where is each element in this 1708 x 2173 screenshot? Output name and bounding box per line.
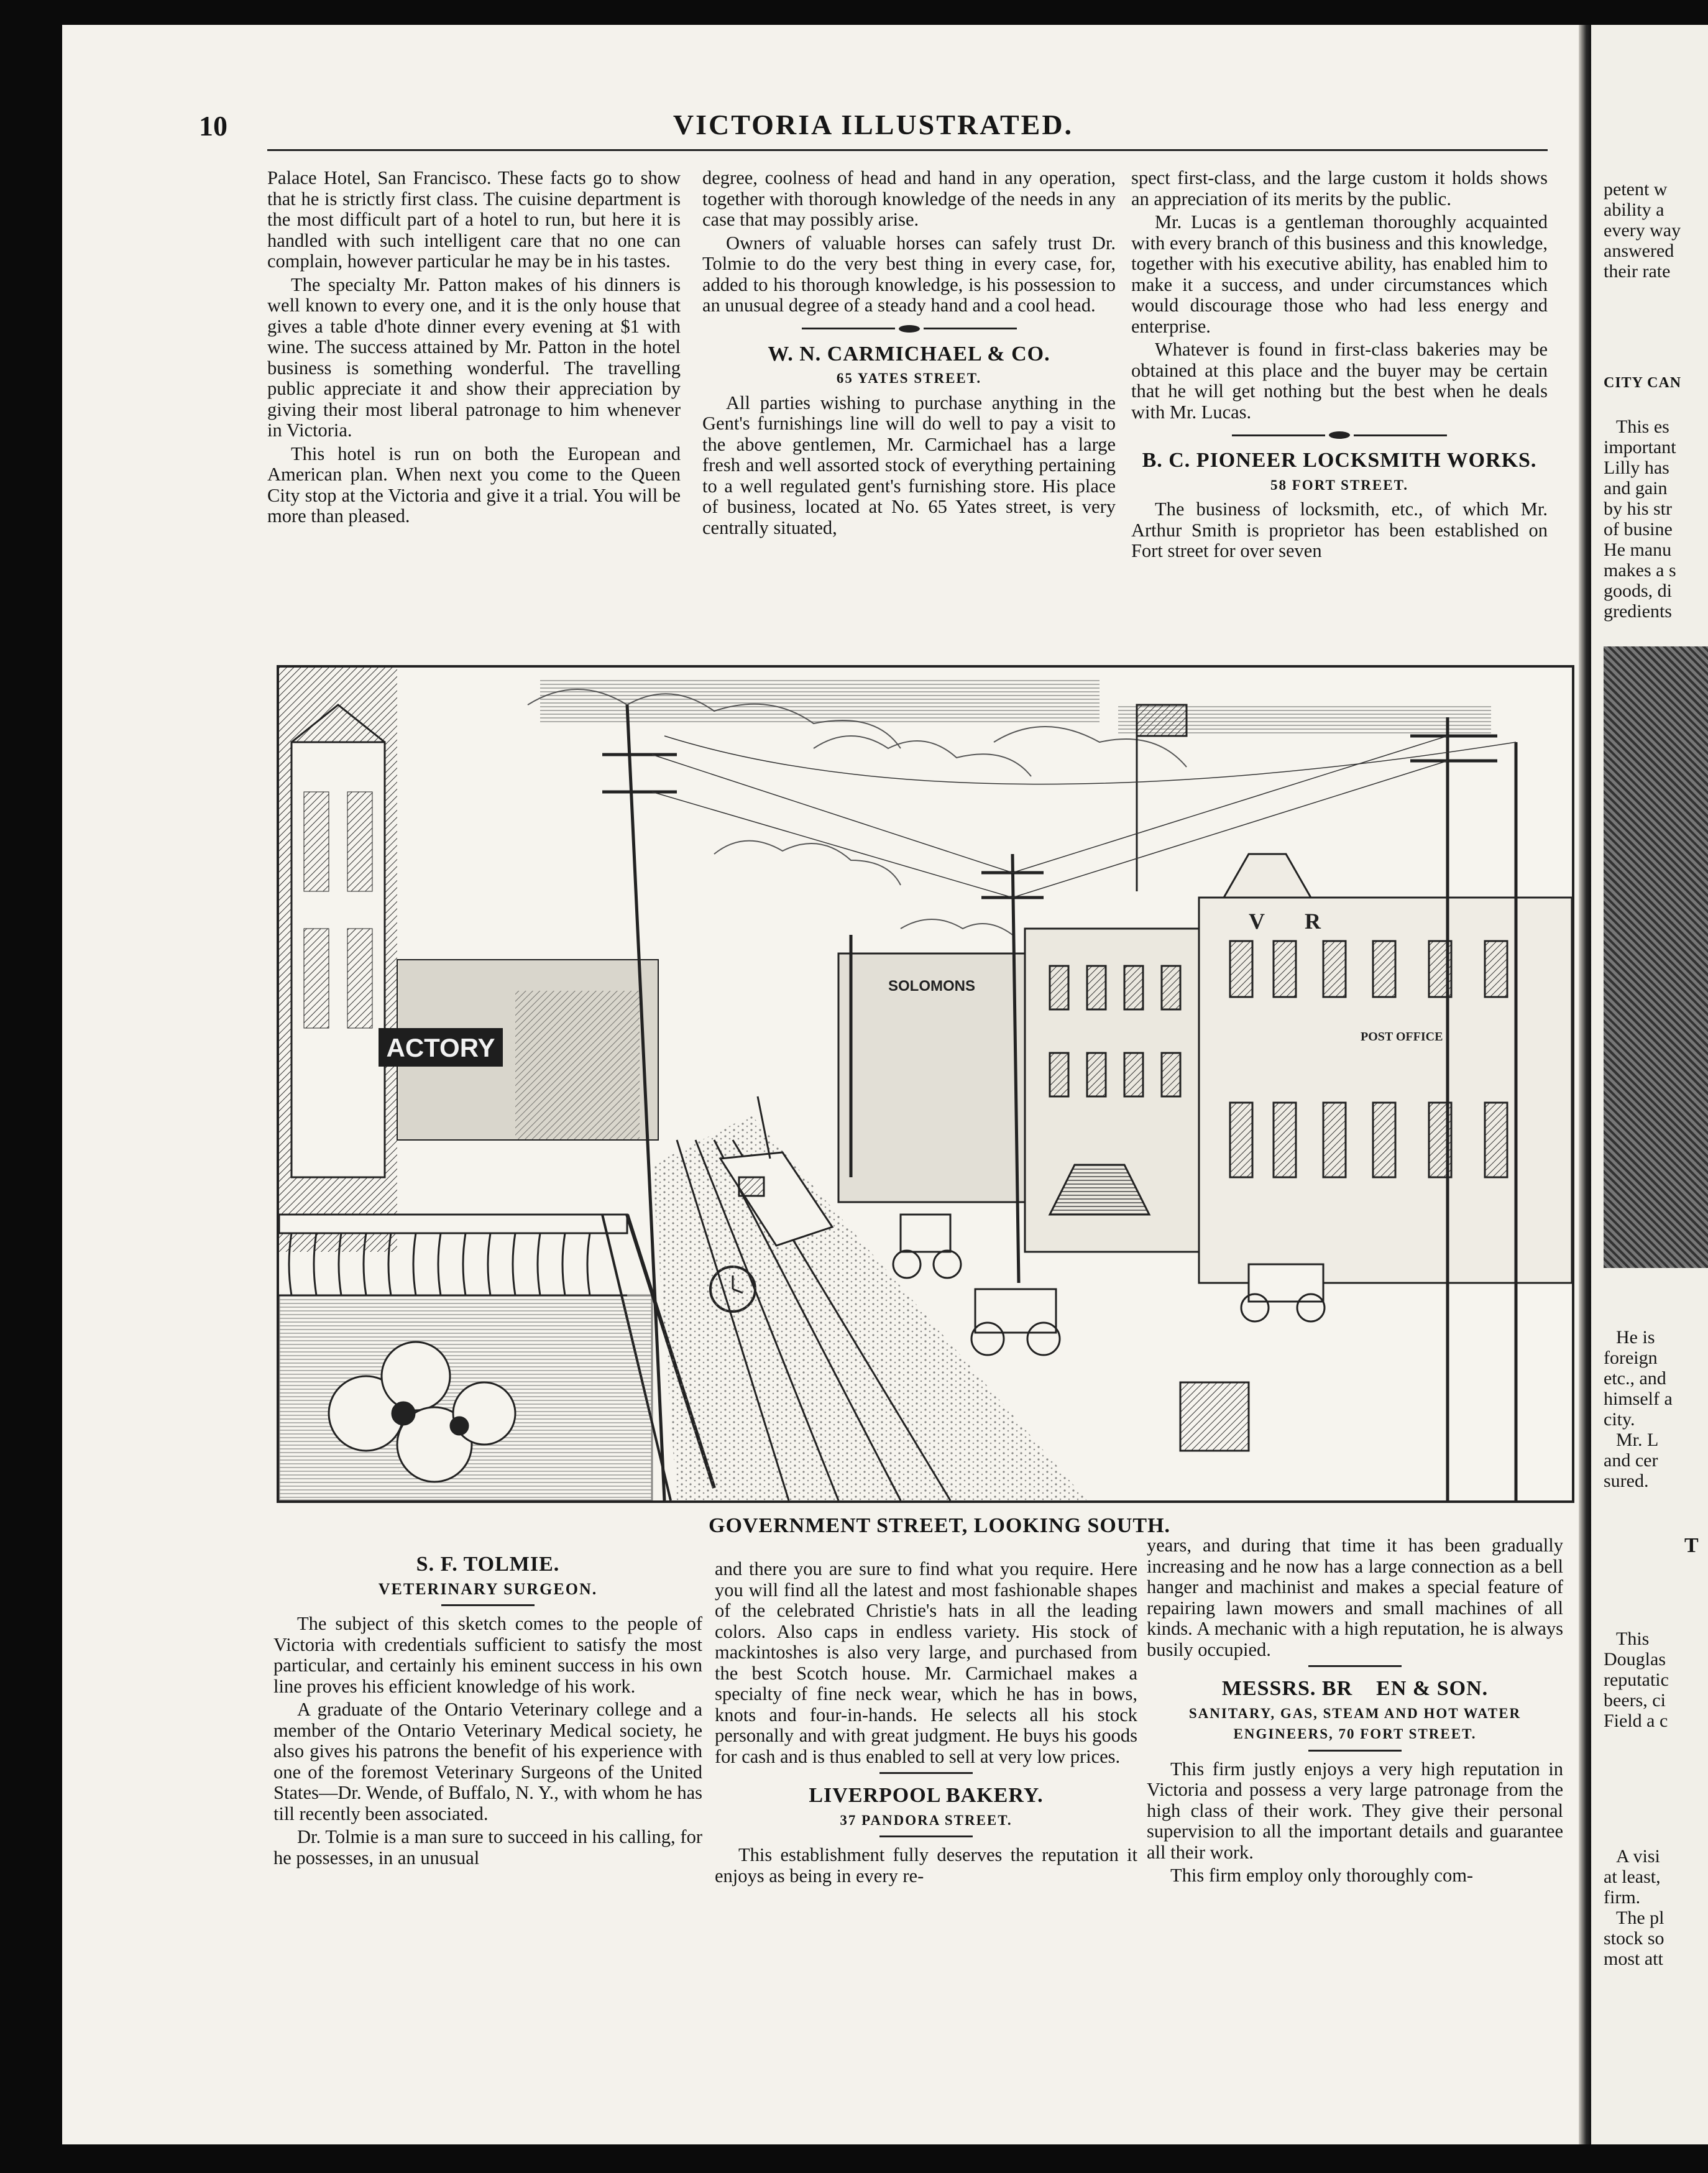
header-rule <box>267 149 1548 151</box>
fragment-line: Lilly has <box>1604 457 1669 478</box>
page-number: 10 <box>199 110 227 142</box>
left-building <box>279 668 397 1252</box>
paragraph: This firm justly enjoys a very high reputation in Victoria and possess a very large patronage from the high class of their work. They give their personal supervision to all the important details and guarantee all their work. <box>1147 1758 1563 1863</box>
paragraph: All parties wishing to purchase anything in the Gent's furnishings line will do well to pay a visit to the above gentlemen, Mr. Carmichael has a large fresh and well assorted stock of everything pertaining to a well regulated gent's furnishing store. His place of business, located at No. 65 Yates street, is very centrally situated, <box>702 392 1116 538</box>
section-subtitle: SANITARY, GAS, STEAM AND HOT WATER ENGINEERS, 70 FORT STREET. <box>1188 1705 1522 1742</box>
page-header <box>199 106 1548 149</box>
fragment-line: Douglas <box>1604 1649 1666 1670</box>
fragment-line: city. <box>1604 1409 1635 1430</box>
building-letter-v: V <box>1249 909 1265 934</box>
factory-building <box>379 960 658 1140</box>
bottom-column-3 <box>1147 1535 1563 1889</box>
paragraph: Palace Hotel, San Francisco. These facts go to show that he is strictly first class. The cuisine department is the most difficult part of a hotel to run, but here it is handled with such intelligent care that no one can complain, however particular he may be in his tastes. <box>267 167 681 272</box>
fragment-line: Field a c <box>1604 1711 1668 1731</box>
facing-page-illustration <box>1604 646 1708 1268</box>
book-gutter <box>1579 25 1591 2144</box>
post-office-sign: POST OFFICE <box>1361 1030 1443 1044</box>
fragment-line: and cer <box>1604 1450 1658 1471</box>
paragraph: years, and during that time it has been gradually increasing and he now has a large connection as a bell hanger and machinist and makes a special feature of repairing lawn mowers and small machines of all kinds. A mechanic with a high reputation, he is always busily occupied. <box>1147 1535 1563 1660</box>
paragraph: The business of locksmith, etc., of which Mr. Arthur Smith is proprietor has been established on Fort street for over seven <box>1131 498 1548 561</box>
fragment-line: The pl <box>1616 1908 1664 1928</box>
fragment-line: important <box>1604 437 1676 457</box>
street-illustration <box>277 665 1574 1503</box>
fragment-line: He manu <box>1604 540 1672 560</box>
short-rule <box>1308 1750 1402 1752</box>
solomons-sign: SOLOMONS <box>888 978 976 995</box>
fragment-line: This <box>1616 1629 1650 1649</box>
fragment-line: petent w <box>1604 179 1668 200</box>
fragment-line: makes a s <box>1604 560 1676 581</box>
fragment-line: reputatic <box>1604 1670 1669 1690</box>
section-subtitle: 58 FORT STREET. <box>1270 477 1408 493</box>
paragraph: Owners of valuable horses can safely trust Dr. Tolmie to do the very best thing in every case, for, added to his thorough knowledge, is his possession to an unusual degree of a steady hand and a cool head. <box>702 232 1116 316</box>
facing-page-fragment <box>1591 25 1708 2144</box>
fragment-line: himself a <box>1604 1389 1673 1409</box>
fragment-heading: T <box>1684 1534 1699 1557</box>
paragraph: Dr. Tolmie is a man sure to succeed in his calling, for he possesses, in an unusual <box>273 1826 702 1868</box>
section-ornament <box>702 325 1116 333</box>
fragment-line: every way <box>1604 220 1681 241</box>
fragment-line: goods, di <box>1604 581 1673 601</box>
paragraph: This firm employ only thoroughly com- <box>1170 1865 1474 1886</box>
short-rule <box>441 1604 535 1606</box>
paragraph: degree, coolness of head and hand in any operation, together with thorough knowledge of the needs in any case that may possibly arise. <box>702 167 1116 230</box>
fragment-line: of busine <box>1604 519 1673 540</box>
section-title: W. N. CARMICHAEL & CO. <box>768 342 1050 365</box>
section-title: MESSRS. BR EN & SON. <box>1221 1677 1489 1700</box>
section-subtitle: 65 YATES STREET. <box>836 370 982 386</box>
paragraph: and there you are sure to find what you require. Here you will find all the latest and most fashionable shapes of the celebrated Christie's hats in all the leading colors. Also caps in endless variety. His stock of mackintoshes is also very large, and purchased from the best Scotch house. Mr. Carmichael makes a specialty of fine neck wear, which he has in bows, knots and four-in-hands. He selects all his stock personally and with great judgment. He buys his goods for cash and is thus enabled to sell at very low prices. <box>715 1558 1137 1767</box>
short-rule <box>879 1772 973 1774</box>
paragraph: A graduate of the Ontario Veterinary college and a member of the Ontario Veterinary Medical society, he also gives his patrons the benefit of his experience with one of the foremost Veterinary Surgeons of the United States—Dr. Wende, of Buffalo, N. Y., with whom he has till recently been associated. <box>273 1699 702 1824</box>
paragraph: This hotel is run on both the European and American plan. When next you come to the Queen City stop at the Victoria and give it a trial. You will be more than pleased. <box>267 443 681 526</box>
section-subtitle: 37 PANDORA STREET. <box>840 1812 1012 1828</box>
bottom-column-2 <box>715 1559 1137 1889</box>
section-title: S. F. TOLMIE. <box>416 1553 560 1576</box>
section-title: LIVERPOOL BAKERY. <box>809 1784 1044 1807</box>
running-title: VICTORIA ILLUSTRATED. <box>673 109 1074 140</box>
street-engraving <box>279 668 1572 1500</box>
fragment-line: Mr. L <box>1616 1430 1659 1450</box>
fragment-line: firm. <box>1604 1887 1641 1908</box>
fragment-line: stock so <box>1604 1928 1664 1949</box>
illustration-caption: GOVERNMENT STREET, LOOKING SOUTH. <box>709 1514 1171 1537</box>
short-rule <box>1308 1665 1402 1667</box>
paragraph: Mr. Lucas is a gentleman thoroughly acquainted with every branch of this business and this knowledge, together with his executive ability, has enabled him to make it a success, and under circumstances which would discourage those who had less energy and enterprise. <box>1131 211 1548 337</box>
fragment-line: and gain <box>1604 478 1668 498</box>
fragment-line: their rate <box>1604 261 1671 282</box>
paragraph: The specialty Mr. Patton makes of his dinners is well known to every one, and it is the only house that gives a table d'hote dinner every evening at $1 with wine. The success attained by Mr. Patton in the hotel business is something wonderful. The travelling public appreciate it and show their appreciation by giving their most liberal patronage to him whenever in Victoria. <box>267 273 681 441</box>
paragraph: The subject of this sketch comes to the people of Victoria with credentials sufficient to satisfy the most particular, and certainly his eminent success in his own line proves his efficient knowledge of his work. <box>273 1613 702 1697</box>
fragment-line: at least, <box>1604 1867 1661 1887</box>
short-rule <box>879 1835 973 1837</box>
building-letter-r: R <box>1305 909 1321 934</box>
fragment-line: sured. <box>1604 1471 1649 1491</box>
fragment-line: He is <box>1616 1327 1655 1348</box>
fragment-line: answered <box>1604 241 1674 261</box>
paragraph: spect first-class, and the large custom it holds shows an appreciation of its merits by the public. <box>1131 167 1548 209</box>
fragment-line: by his str <box>1604 498 1673 519</box>
column-3 <box>1131 168 1548 564</box>
paragraph: This establishment fully deserves the reputation it enjoys as being in every re- <box>715 1844 1137 1886</box>
fragment-line: foreign <box>1604 1348 1658 1368</box>
fragment-line: gredients <box>1604 601 1672 622</box>
paragraph: Whatever is found in first-class bakeries may be obtained at this place and the buyer may be certain that he will get nothing but the best when he deals with Mr. Lucas. <box>1131 339 1548 423</box>
section-title: B. C. PIONEER LOCKSMITH WORKS. <box>1142 449 1537 472</box>
section-ornament <box>1131 431 1548 439</box>
column-1 <box>267 168 681 530</box>
column-2 <box>702 168 1116 541</box>
factory-sign: ACTORY <box>386 1033 495 1062</box>
section-subtitle: VETERINARY SURGEON. <box>378 1579 598 1598</box>
fragment-line: A visi <box>1616 1846 1660 1867</box>
fragment-line: This es <box>1616 416 1669 437</box>
fragment-heading: CITY CAN <box>1604 375 1682 391</box>
fragment-line: beers, ci <box>1604 1690 1666 1711</box>
fragment-line: etc., and <box>1604 1368 1666 1389</box>
fragment-line: most att <box>1604 1949 1663 1969</box>
bottom-column-1 <box>273 1554 702 1871</box>
fragment-line: ability a <box>1604 200 1664 220</box>
